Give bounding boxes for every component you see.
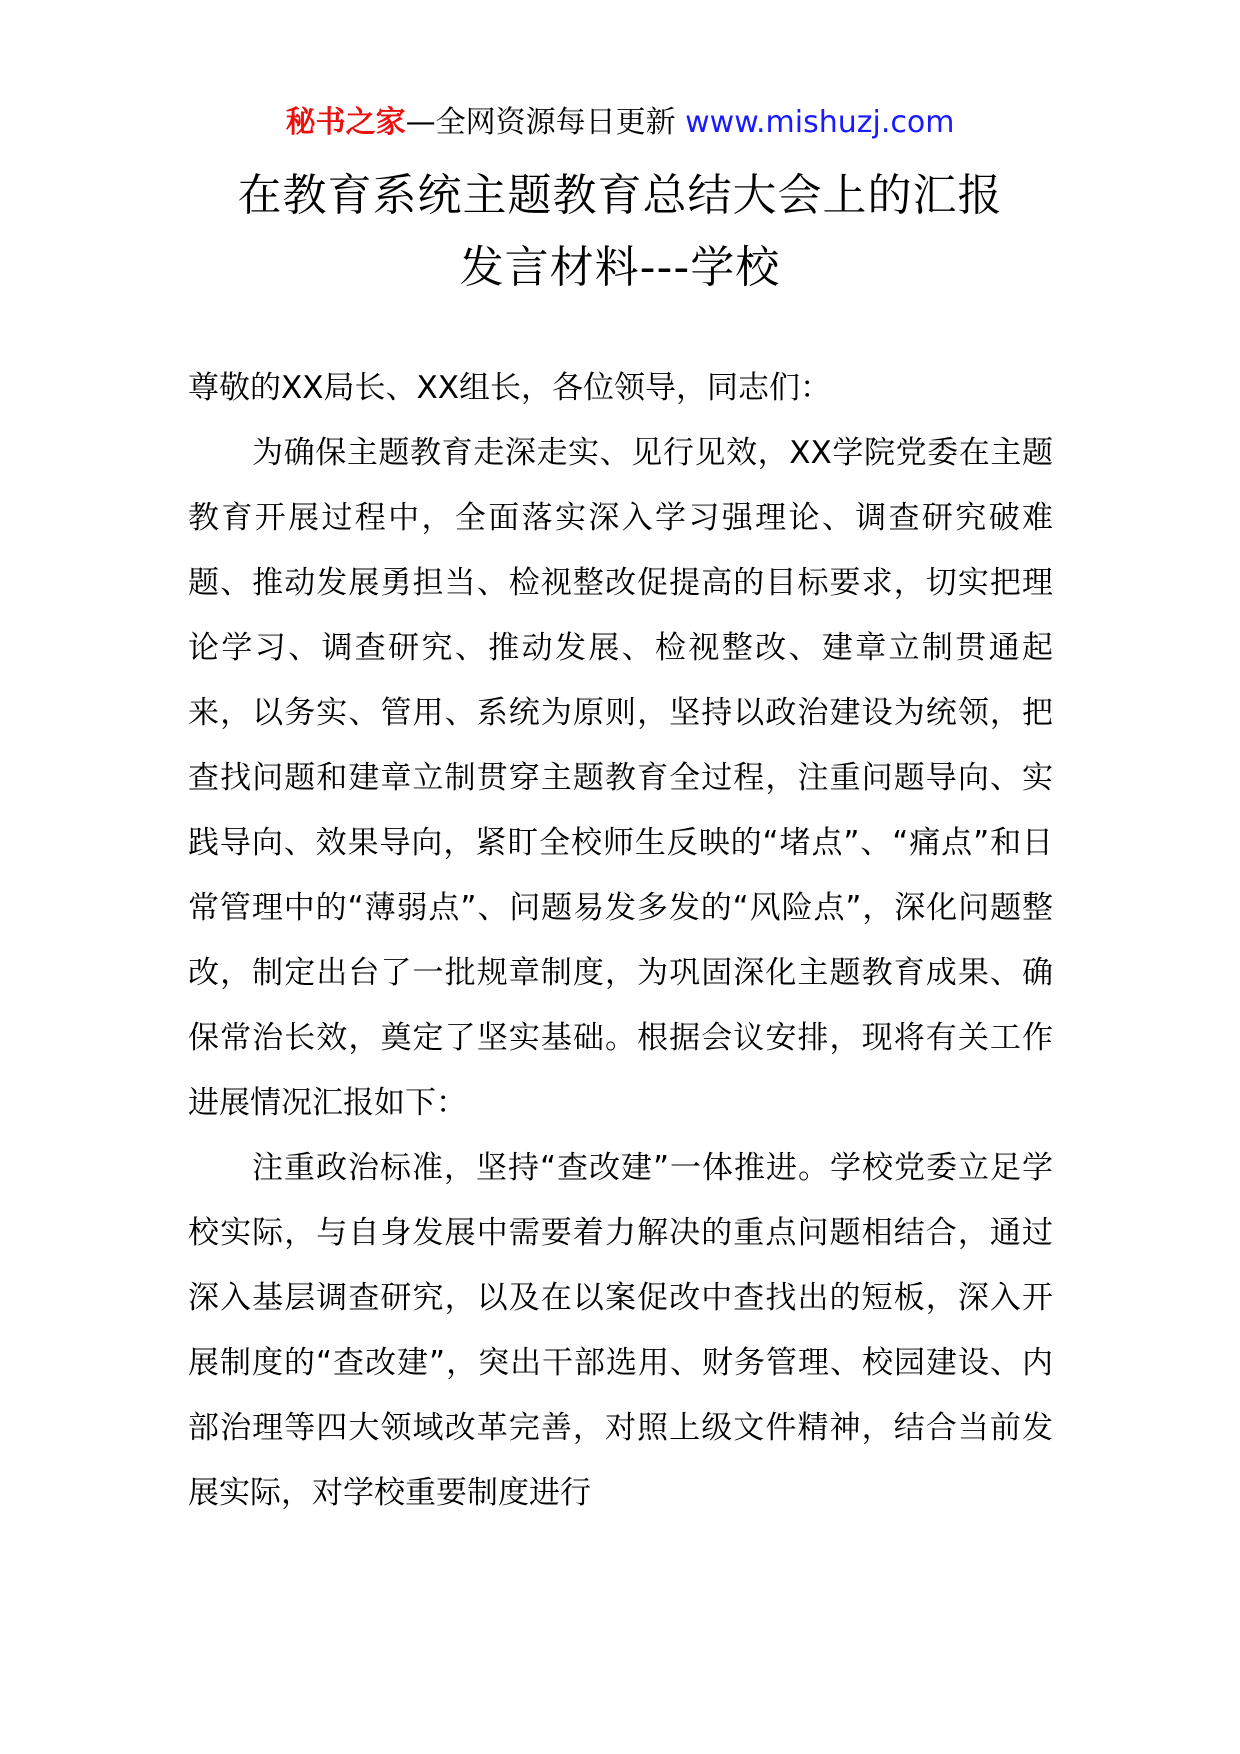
banner-site-url[interactable]: www.mishuzj.com	[685, 105, 955, 140]
banner-tagline: —全网资源每日更新	[405, 105, 676, 140]
paragraph-2: 注重政治标准，坚持“查改建”一体推进。学校党委立足学校实际，与自身发展中需要着力解决的重点问题相结合，通过深入基层调查研究，以及在以案促改中查找出的短板，深入开展制度的“查改建”，突出干部选用、财务管理、校园建设、内部治理等四大领域改革完善，对照上级文件精神，结合当前发展实际，对学校重要制度进行	[188, 1150, 1053, 1511]
title-line-1: 在教育系统主题教育总结大会上的汇报	[237, 170, 1003, 221]
paragraph-1: 为确保主题教育走深走实、见行见效，XX学院党委在主题教育开展过程中，全面落实深入学习强理论、调查研究破难题、推动发展勇担当、检视整改促提高的目标要求，切实把理论学习、调查研究、推动发展、检视整改、建章立制贯通起来，以务实、管用、系统为原则，坚持以政治建设为统领，把查找问题和建章立制贯穿主题教育全过程，注重问题导向、实践导向、效果导向，紧盯全校师生反映的“堵点”、“痛点”和日常管理中的“薄弱点”、问题易发多发的“风险点”，深化问题整改，制定出台了一批规章制度，为巩固深化主题教育成果、确保常治长效，奠定了坚实基础。根据会议安排，现将有关工作进展情况汇报如下：	[188, 435, 1053, 1121]
document-title	[0, 160, 1240, 304]
banner-brand: 秘书之家	[285, 105, 406, 140]
site-banner	[0, 100, 1240, 146]
salutation: 尊敬的XX局长、XX组长，各位领导，同志们：	[188, 370, 831, 406]
title-line-2: 发言材料---学校	[459, 242, 781, 293]
document-body	[188, 356, 1053, 1526]
